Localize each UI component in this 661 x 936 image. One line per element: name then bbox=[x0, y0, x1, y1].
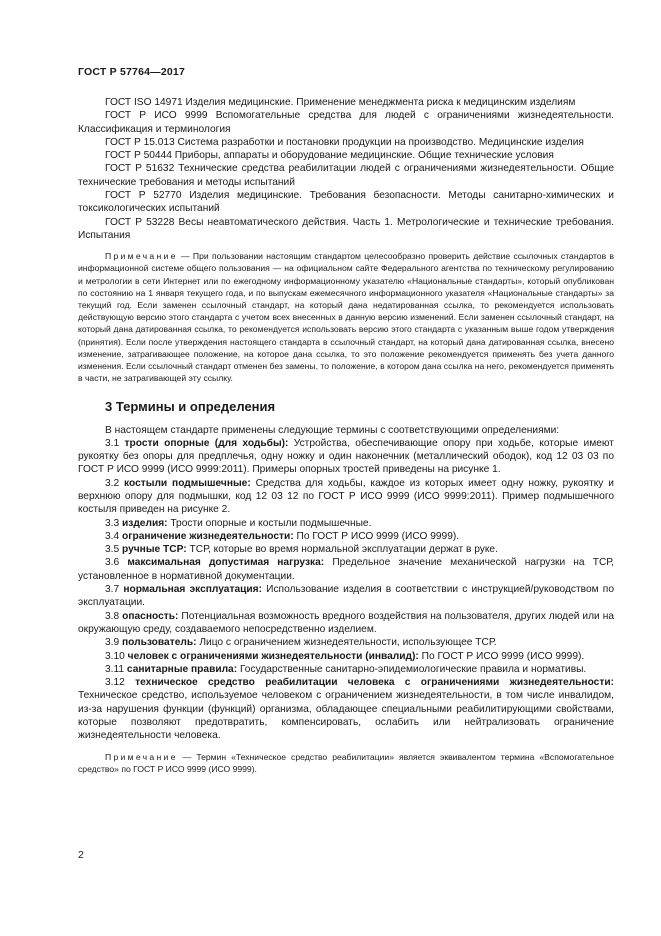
term-number: 3.8 bbox=[105, 610, 120, 622]
term-name: ограничение жизнедеятельности: bbox=[122, 530, 294, 542]
reference-item: ГОСТ Р 15.013 Система разработки и постановки продукции на производство. Медицинские изделия bbox=[105, 136, 584, 148]
term-number: 3.11 bbox=[105, 663, 125, 675]
reference-item: ГОСТ Р 52770 Изделия медицинские. Требования безопасности. Методы санитарно-химических и токсикологических испытаний bbox=[78, 190, 614, 215]
term-name: нормальная эксплуатация: bbox=[123, 584, 262, 596]
term-definition: Техническое средство, используемое человеком с ограничением жизнедеятельности, в том числе инвалидом, из-за нарушения функции (функций) организма, обладающее специальными реабилитирующими свойствами, которые позволяют предотвратить, компенсировать, ослабить или нейтрализовать ограничение жизнедеятельности человека. bbox=[78, 690, 614, 742]
reference-item: ГОСТ Р 53228 Весы неавтоматического действия. Часть 1. Метрологические и технические требования. Испытания bbox=[78, 216, 614, 241]
term-number: 3.2 bbox=[105, 477, 120, 489]
section-intro: В настоящем стандарте применены следующие термины с соответствующими определениями: bbox=[105, 424, 560, 436]
term-entry bbox=[78, 676, 614, 742]
term-name: костыли подмышечные: bbox=[124, 477, 251, 489]
term-entry bbox=[78, 437, 614, 477]
page-number: 2 bbox=[78, 849, 84, 861]
term-number: 3.12 bbox=[105, 677, 125, 689]
term-definition: Средства для ходьбы, каждое из которых имеет одну ножку, рукоятку и верхнюю опору для подмышки, код 12 03 12 по ГОСТ Р ИСО 9999 (ИСО 9999:2011). Пример подмышечного костыля приведен на рисунке 2. bbox=[78, 477, 614, 516]
term-name: санитарные правила: bbox=[126, 663, 238, 675]
term-entry bbox=[78, 556, 614, 583]
term-number: 3.6 bbox=[105, 557, 120, 569]
term-entry bbox=[78, 477, 614, 517]
term-number: 3.7 bbox=[105, 584, 120, 596]
note-label: Примечание bbox=[105, 751, 178, 762]
term-definition: Лицо с ограничением жизнедеятельности, использующее ТСР. bbox=[199, 637, 497, 649]
term-definition: Трости опорные и костыли подмышечные. bbox=[170, 517, 372, 529]
reference-item: ГОСТ ISO 14971 Изделия медицинские. Применение менеджмента риска к медицинским изделиям bbox=[105, 97, 576, 108]
term-definition: Использование изделия в соответствии с инструкцией/руководством по эксплуатации. bbox=[78, 584, 614, 609]
note-text: — При пользовании настоящим стандартом целесообразно проверить действие ссылочных стандартов в информационной системе общего пользования — на официальном сайте Федерального агентства по техническому регулированию и метрологии в сети Интернет или по ежегодному информационному указателю «Национальные стандарты», который опубликован по состоянию на 1 января текущего года, и по выпускам ежемесячного информационного указателя «Национальные стандарты» за текущий год. Если заменен ссылочный стандарт, на который дана недатированная ссылка, то рекомендуется использовать действующую версию этого стандарта с учетом всех внесенных в данную версию изменений. Если заменен ссылочный стандарт, на который дана датированная ссылка, то рекомендуется использовать версию этого стандарта с указанным выше годом утверждения (принятия). Если после утверждения настоящего стандарта в ссылочный стандарт, на который дана датированная ссылка, внесено изменение, затрагивающее положение, на которое дана ссылка, то это положение рекомендуется применять без учета данного изменения. Если ссылочный стандарт отменен без замены, то положение, в котором дана ссылка на него, рекомендуется применять в части, не затрагивающей эту ссылку. bbox=[78, 251, 614, 384]
term-name: опасность: bbox=[122, 610, 179, 622]
term-definition: Устройства, обеспечивающие опору при ходьбе, которые имеют рукоятку без опоры для предплечья, одну ножку и один наконечник (металлический ободок), код 12 03 03 по ГОСТ Р ИСО 9999 (ИСО 9999:2011). Примеры опорных тростей приведены на рисунке 1. bbox=[78, 437, 614, 476]
term-number: 3.10 bbox=[105, 650, 125, 662]
term-entry bbox=[78, 636, 614, 649]
term-name: техническое средство реабилитации человека с ограничениями жизнедеятельности: bbox=[135, 677, 614, 689]
section-title: 3 Термины и определения bbox=[105, 398, 276, 414]
term-entry bbox=[78, 663, 614, 676]
references-note bbox=[78, 250, 614, 384]
term-entry bbox=[78, 517, 614, 530]
document-header: ГОСТ Р 57764—2017 bbox=[78, 66, 186, 78]
term-name: трости опорные (для ходьбы): bbox=[124, 437, 289, 449]
references-list bbox=[78, 96, 614, 242]
term-number: 3.9 bbox=[105, 637, 120, 649]
term-definition: ТСР, которые во время нормальной эксплуатации держат в руке. bbox=[189, 544, 498, 556]
term-name: пользователь: bbox=[122, 637, 197, 649]
reference-item: ГОСТ Р 50444 Приборы, аппараты и оборудование медицинские. Общие технические условия bbox=[105, 150, 554, 162]
reference-item: ГОСТ Р ИСО 9999 Вспомогательные средства для людей с ограничениями жизнедеятельности. Классификация и терминология bbox=[78, 110, 614, 135]
terms-list bbox=[78, 437, 614, 743]
term-number: 3.5 bbox=[105, 544, 120, 556]
term-name: ручные ТСР: bbox=[122, 544, 187, 556]
term-number: 3.3 bbox=[105, 517, 120, 529]
term-number: 3.1 bbox=[105, 437, 120, 449]
term-entry bbox=[78, 543, 614, 556]
term-entry bbox=[78, 530, 614, 543]
term-name: человек с ограничениями жизнедеятельности (инвалид): bbox=[127, 650, 419, 662]
reference-item: ГОСТ Р 51632 Технические средства реабилитации людей с ограничениями жизнедеятельности. Общие технические требования и методы испытаний bbox=[78, 163, 614, 188]
term-definition: Предельное значение механической нагрузки на ТСР, установленное в нормативной документации. bbox=[78, 557, 615, 582]
note-label: Примечание bbox=[105, 251, 178, 262]
term-entry bbox=[78, 610, 614, 637]
term-name: максимальная допустимая нагрузка: bbox=[127, 557, 325, 569]
term-entry bbox=[78, 650, 614, 663]
term-definition: По ГОСТ Р ИСО 9999 (ИСО 9999). bbox=[296, 530, 460, 542]
term-definition: Потенциальная возможность вредного воздействия на пользователя, других людей или на окружающую среду, создаваемого непосредственно изделием. bbox=[78, 610, 614, 635]
term-number: 3.4 bbox=[105, 530, 120, 542]
note-text: — Термин «Техническое средство реабилитации» является эквивалентом термина «Вспомогательное средство» по ГОСТ Р ИСО 9999 (ИСО 9999). bbox=[78, 751, 614, 774]
page-content bbox=[78, 96, 614, 775]
term-definition: Государственные санитарно-эпидемиологические правила и нормативы. bbox=[239, 663, 587, 675]
term-definition: По ГОСТ Р ИСО 9999 (ИСО 9999). bbox=[421, 650, 585, 662]
term-entry bbox=[78, 583, 614, 610]
terms-note bbox=[78, 751, 614, 775]
term-name: изделия: bbox=[122, 517, 168, 529]
